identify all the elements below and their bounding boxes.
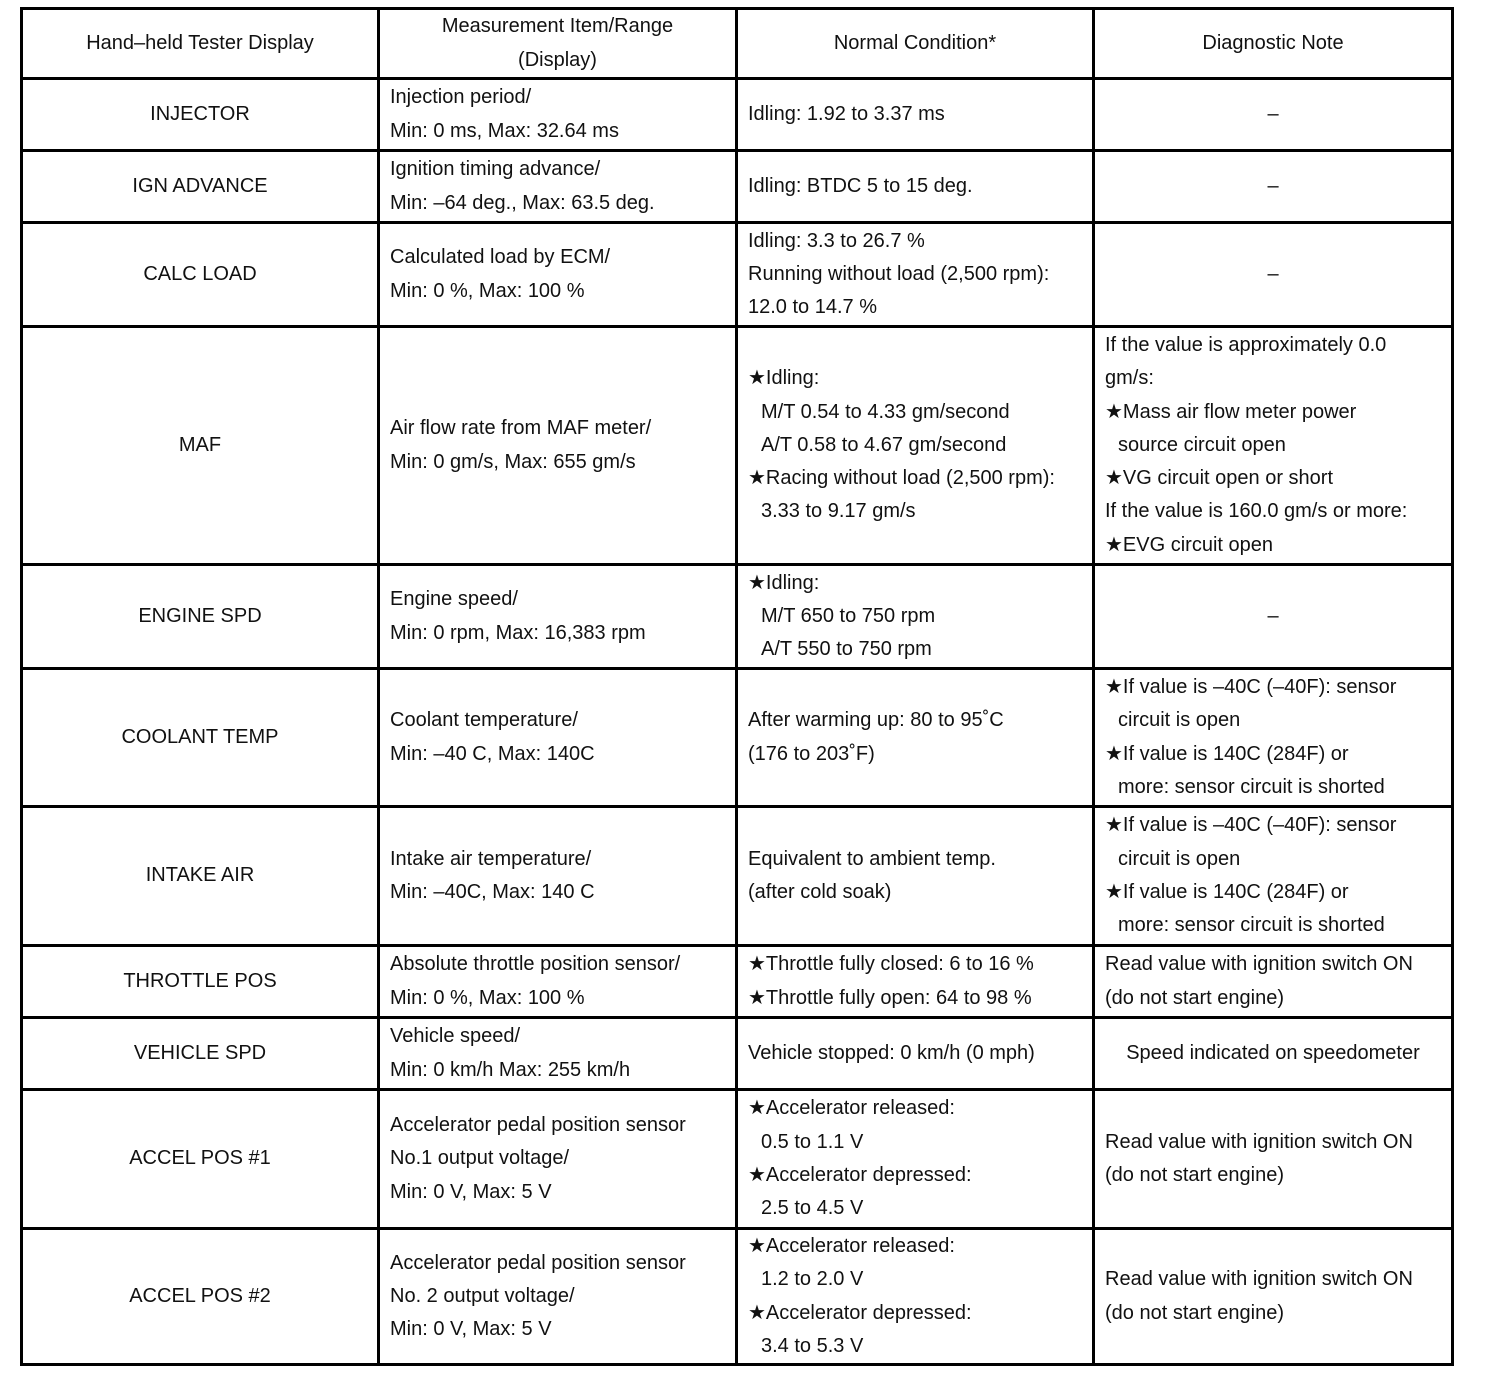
note-line: –: [1267, 174, 1279, 197]
normal-line: 12.0 to 14.7 %: [748, 296, 877, 319]
measurement-cell: [379, 79, 737, 151]
tester-display-cell: CALC LOAD: [22, 223, 379, 327]
normal-line: ★Accelerator released:: [748, 1097, 955, 1120]
diagnostic-note-cell: [1094, 223, 1453, 327]
measurement-line: Min: –40 C, Max: 140C: [390, 742, 595, 765]
normal-line: 2.5 to 4.5 V: [761, 1197, 864, 1220]
measurement-line: Ignition timing advance/: [390, 158, 601, 181]
note-line: Read value with ignition switch ON: [1105, 1130, 1413, 1153]
note-line: Read value with ignition switch ON: [1105, 953, 1413, 976]
header-line: (Display): [518, 48, 597, 71]
diagnostic-note-cell: [1094, 327, 1453, 565]
table-row: [22, 223, 1453, 327]
measurement-line: Coolant temperature/: [390, 709, 578, 732]
measurement-cell: [379, 151, 737, 223]
note-line: ★If value is 140C (284F) or: [1105, 881, 1349, 903]
note-line: ★If value is –40C (–40F): sensor: [1105, 814, 1397, 837]
diagnostic-note-cell: [1094, 565, 1453, 669]
note-line: (do not start engine): [1105, 1301, 1284, 1324]
note-line: (do not start engine): [1105, 1164, 1284, 1186]
tester-display-cell: VEHICLE SPD: [22, 1018, 379, 1090]
normal-line: ★Accelerator depressed:: [748, 1164, 972, 1186]
normal-condition-cell: [737, 327, 1094, 565]
data-list-table: [20, 7, 1454, 1366]
header-line: Hand–held Tester Display: [86, 31, 314, 54]
measurement-cell: [379, 946, 737, 1018]
measurement-line: Min: 0 gm/s, Max: 655 gm/s: [390, 450, 636, 473]
measurement-line: Calculated load by ECM/: [390, 246, 611, 269]
diagnostic-note-cell: [1094, 1090, 1453, 1229]
measurement-cell: [379, 223, 737, 327]
table-row: [22, 327, 1453, 565]
measurement-cell: [379, 669, 737, 807]
table-row: [22, 807, 1453, 946]
normal-line: ★Throttle fully closed: 6 to 16 %: [748, 953, 1034, 976]
measurement-line: Min: 0 %, Max: 100 %: [390, 986, 585, 1009]
normal-line: ★Accelerator released:: [748, 1235, 955, 1257]
table-row: [22, 565, 1453, 669]
normal-line: ★Idling:: [748, 571, 820, 594]
measurement-line: Accelerator pedal position sensor: [390, 1251, 686, 1274]
measurement-cell: [379, 807, 737, 946]
measurement-line: Min: –64 deg., Max: 63.5 deg.: [390, 191, 655, 214]
measurement-line: Min: –40C, Max: 140 C: [390, 881, 595, 903]
measurement-line: Min: 0 rpm, Max: 16,383 rpm: [390, 621, 646, 644]
measurement-line: Min: 0 km/h Max: 255 km/h: [390, 1058, 631, 1081]
measurement-line: Absolute throttle position sensor/: [390, 953, 681, 976]
normal-line: A/T 0.58 to 4.67 gm/second: [761, 433, 1007, 456]
normal-condition-cell: [737, 223, 1094, 327]
measurement-cell: [379, 1018, 737, 1090]
note-line: –: [1267, 604, 1279, 627]
header-line: Normal Condition*: [833, 31, 997, 54]
tester-display-cell: ACCEL POS #2: [22, 1229, 379, 1365]
diagnostic-note-cell: [1094, 669, 1453, 807]
measurement-line: Min: 0 ms, Max: 32.64 ms: [390, 119, 619, 142]
note-line: circuit is open: [1118, 709, 1241, 732]
note-line: more: sensor circuit is shorted: [1118, 775, 1385, 798]
measurement-line: Accelerator pedal position sensor: [390, 1114, 686, 1137]
normal-line: M/T 0.54 to 4.33 gm/second: [761, 400, 1010, 423]
note-line: ★VG circuit open or short: [1105, 467, 1334, 490]
tester-display-cell: IGN ADVANCE: [22, 151, 379, 223]
diagnostic-note-cell: [1094, 1018, 1453, 1090]
normal-condition-cell: [737, 565, 1094, 669]
normal-line: A/T 550 to 750 rpm: [761, 638, 932, 661]
header-row: [22, 9, 1453, 79]
normal-condition-cell: [737, 946, 1094, 1018]
measurement-cell: [379, 327, 737, 565]
note-line: –: [1267, 102, 1279, 125]
normal-line: ★Accelerator depressed:: [748, 1301, 972, 1324]
table-row: [22, 1229, 1453, 1365]
measurement-line: Engine speed/: [390, 588, 518, 611]
measurement-line: No.1 output voltage/: [390, 1147, 570, 1170]
header-line: Diagnostic Note: [1202, 31, 1344, 54]
table-row: [22, 1090, 1453, 1229]
normal-line: Vehicle stopped: 0 km/h (0 mph): [748, 1041, 1035, 1064]
normal-condition-cell: [737, 79, 1094, 151]
note-line: ★If value is 140C (284F) or: [1105, 742, 1349, 765]
tester-display-cell: ACCEL POS #1: [22, 1090, 379, 1229]
measurement-cell: [379, 565, 737, 669]
measurement-line: Injection period/: [390, 86, 532, 109]
note-line: –: [1267, 262, 1279, 285]
note-line: ★If value is –40C (–40F): sensor: [1105, 675, 1397, 698]
normal-line: ★Idling:: [748, 367, 820, 390]
note-line: (do not start engine): [1105, 986, 1284, 1009]
normal-line: 3.33 to 9.17 gm/s: [761, 500, 916, 523]
diagnostic-note-cell: [1094, 946, 1453, 1018]
diagnostic-note-cell: [1094, 807, 1453, 946]
tester-display-cell: THROTTLE POS: [22, 946, 379, 1018]
measurement-line: Min: 0 V, Max: 5 V: [390, 1180, 552, 1203]
normal-line: 0.5 to 1.1 V: [761, 1130, 864, 1153]
normal-line: M/T 650 to 750 rpm: [761, 604, 936, 627]
normal-line: (176 to 203˚F): [748, 742, 875, 765]
measurement-line: Min: 0 %, Max: 100 %: [390, 279, 585, 302]
note-line: If the value is approximately 0.0: [1105, 333, 1387, 356]
normal-line: 3.4 to 5.3 V: [761, 1334, 864, 1357]
measurement-cell: [379, 1090, 737, 1229]
header-normal-condition: [737, 9, 1094, 79]
normal-condition-cell: [737, 669, 1094, 807]
tester-display-cell: INTAKE AIR: [22, 807, 379, 946]
header-tester-display: [22, 9, 379, 79]
normal-line: ★Throttle fully open: 64 to 98 %: [748, 986, 1032, 1009]
tester-display-cell: MAF: [22, 327, 379, 565]
note-line: If the value is 160.0 gm/s or more:: [1105, 500, 1408, 523]
normal-line: ★Racing without load (2,500 rpm):: [748, 467, 1055, 490]
normal-condition-cell: [737, 807, 1094, 946]
diagnostic-note-cell: [1094, 151, 1453, 223]
measurement-line: Air flow rate from MAF meter/: [390, 417, 652, 440]
measurement-line: Min: 0 V, Max: 5 V: [390, 1318, 552, 1341]
normal-line: Equivalent to ambient temp.: [748, 847, 996, 870]
diagnostic-note-cell: [1094, 79, 1453, 151]
note-line: Read value with ignition switch ON: [1105, 1268, 1413, 1291]
header-line: Measurement Item/Range: [441, 15, 674, 38]
measurement-cell: [379, 1229, 737, 1365]
note-line: ★Mass air flow meter power: [1105, 400, 1357, 423]
tester-display-cell: INJECTOR: [22, 79, 379, 151]
table-row: [22, 151, 1453, 223]
table-row: [22, 669, 1453, 807]
table-row: [22, 1018, 1453, 1090]
note-line: more: sensor circuit is shorted: [1118, 914, 1385, 937]
note-line: ★EVG circuit open: [1105, 533, 1273, 556]
note-line: gm/s:: [1105, 367, 1154, 390]
normal-condition-cell: [737, 1229, 1094, 1365]
normal-line: 1.2 to 2.0 V: [761, 1268, 864, 1291]
normal-line: Idling: BTDC 5 to 15 deg.: [748, 174, 973, 197]
normal-condition-cell: [737, 151, 1094, 223]
note-line: Speed indicated on speedometer: [1126, 1041, 1420, 1064]
measurement-line: Vehicle speed/: [390, 1025, 521, 1048]
normal-line: Idling: 1.92 to 3.37 ms: [748, 102, 945, 125]
tester-display-cell: ENGINE SPD: [22, 565, 379, 669]
measurement-line: No. 2 output voltage/: [390, 1284, 575, 1307]
header-diagnostic-note: [1094, 9, 1453, 79]
measurement-line: Intake air temperature/: [390, 847, 592, 870]
note-line: circuit is open: [1118, 847, 1241, 870]
normal-line: Idling: 3.3 to 26.7 %: [748, 229, 925, 252]
diagnostic-note-cell: [1094, 1229, 1453, 1365]
normal-line: (after cold soak): [748, 881, 892, 903]
header-measurement-item: [379, 9, 737, 79]
normal-condition-cell: [737, 1090, 1094, 1229]
note-line: source circuit open: [1118, 433, 1286, 456]
normal-line: Running without load (2,500 rpm):: [748, 262, 1050, 285]
normal-line: After warming up: 80 to 95˚C: [748, 709, 1004, 732]
table-row: [22, 79, 1453, 151]
normal-condition-cell: [737, 1018, 1094, 1090]
table-row: [22, 946, 1453, 1018]
tester-display-cell: COOLANT TEMP: [22, 669, 379, 807]
